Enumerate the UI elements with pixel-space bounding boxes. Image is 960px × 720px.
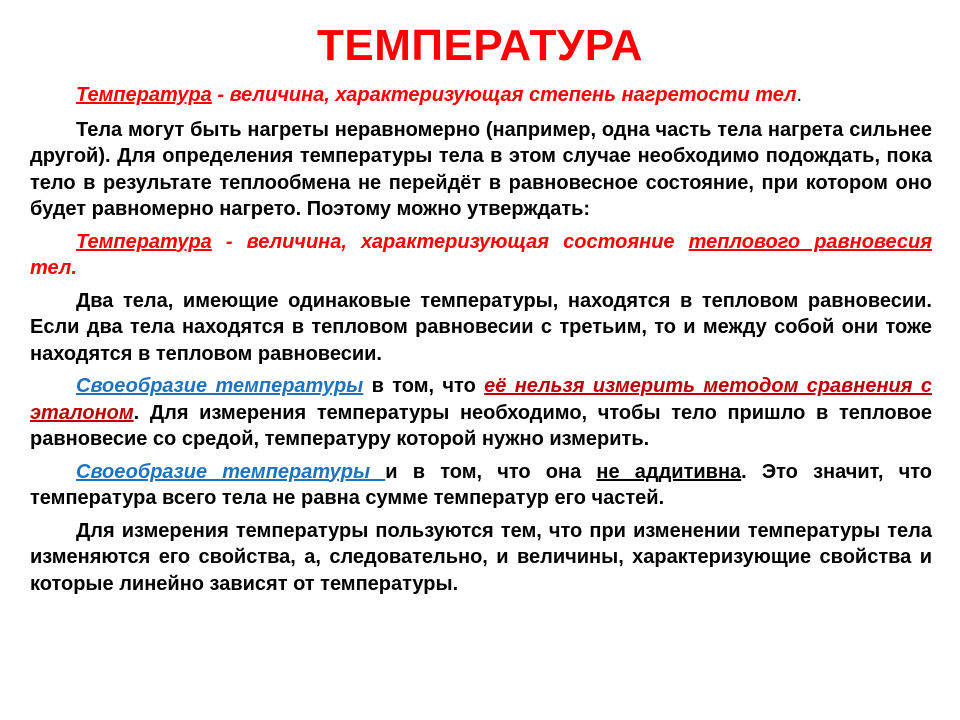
paragraph-uneven-heating: Тела могут быть нагреты неравномерно (например, одна часть тела нагрета сильнее другой). Для определения температуры тела в этом случае необходимо подождать, пока тело в результате теплообмена не перейдёт в равновесное состояние, при котором оно будет равномерно нагрето. Поэтому можно утверждать: xyxy=(30,118,932,220)
peculiarity-end: . Для измерения температуры необходимо, чтобы тело пришло в тепловое равновесие со средой, температуру которой нужно измерить. xyxy=(30,401,932,450)
peculiarity-mid: в том, что xyxy=(363,375,485,397)
definition-end: . xyxy=(796,84,803,106)
not-additive-emphasis: не аддитивна xyxy=(596,460,742,483)
definition-end-2: тел. xyxy=(30,257,77,279)
term-peculiarity-2: Своеобразие температуры xyxy=(76,460,386,483)
paragraph-equilibrium: Два тела, имеющие одинаковые температуры, находятся в тепловом равновесии. Если два тела находятся в тепловом равновесии с третьим, то и между собой они тоже находятся в тепловом равновесии. xyxy=(30,289,932,365)
term-thermal-equilibrium: теплового равновесия xyxy=(688,230,932,253)
definition-text: - величина, характеризующая степень нагретости тел xyxy=(211,84,797,106)
definition-paragraph-1 xyxy=(30,82,932,109)
term-temperature-2: Температура xyxy=(76,230,212,253)
slide-title: ТЕМПЕРАТУРА xyxy=(317,21,643,70)
definition-paragraph-2 xyxy=(30,229,932,282)
term-temperature: Температура xyxy=(76,84,212,106)
paragraph-measurement: Для измерения температуры пользуются тем, что при изменении температуры тела изменяются его свойства, а, следовательно, и величины, характеризующие свойства и которые линейно зависят от температуры. xyxy=(30,519,932,595)
peculiarity-2-end: . Это значит, что температура всего тела не равна сумме температур его частей. xyxy=(30,460,933,509)
slide-body xyxy=(30,82,932,603)
paragraph-peculiarity-2 xyxy=(30,459,932,512)
peculiarity-2-mid: и в том, что она xyxy=(385,460,597,483)
paragraph-peculiarity-1 xyxy=(30,373,932,453)
peculiarity-emphasis: её нельзя измерить методом сравнения с эталоном xyxy=(30,375,932,424)
term-peculiarity: Своеобразие температуры xyxy=(76,375,364,397)
definition-mid: - величина, характеризующая состояние xyxy=(211,230,689,253)
